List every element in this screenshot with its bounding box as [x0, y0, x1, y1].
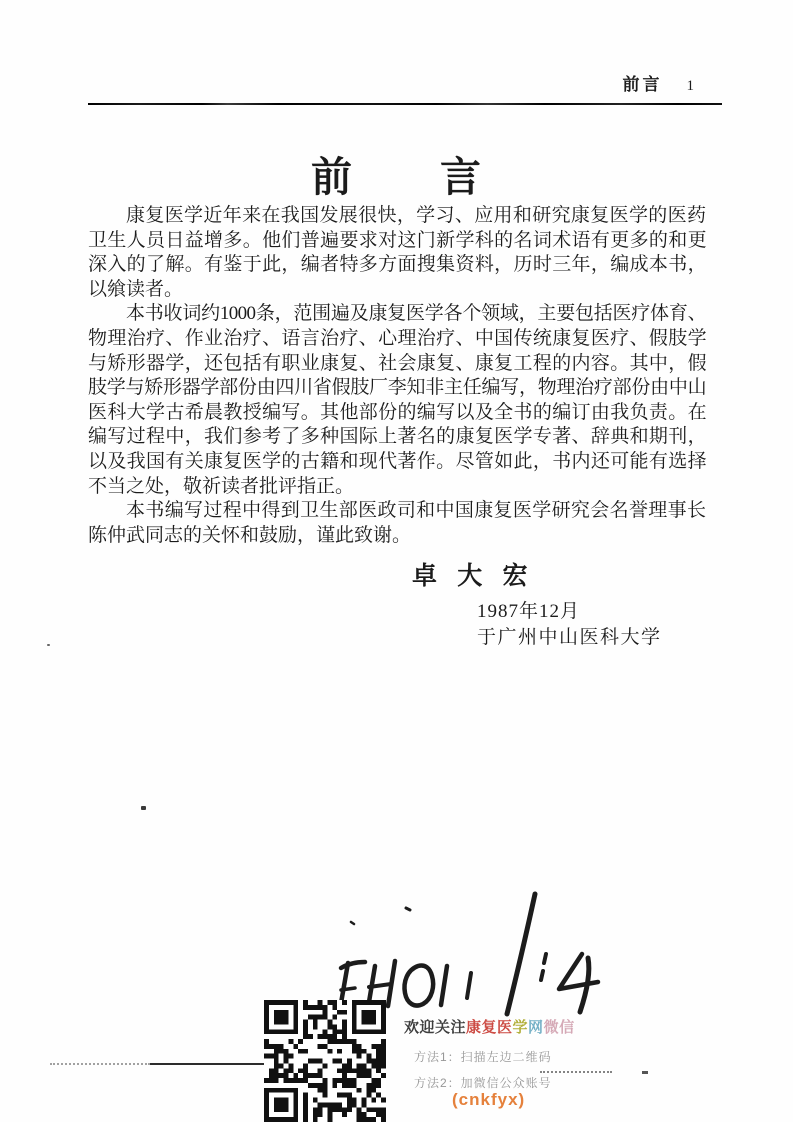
scan-streak: [642, 1071, 648, 1074]
body-line: 以及我国有关康复医学的古籍和现代著作。尽管如此，书内还可能有选择: [88, 450, 706, 472]
qr-heading-segment: 康复医: [466, 1019, 513, 1036]
qr-heading-segment: 欢迎关注: [404, 1019, 467, 1036]
scan-streak: [540, 1071, 612, 1073]
handwriting-dot: [406, 908, 410, 910]
signature-name: 卓 大 宏: [412, 563, 535, 590]
scan-speck: [141, 806, 146, 810]
qr-heading-segment: 网: [528, 1019, 544, 1036]
body-line: 编写过程中，我们参考了多种国际上著名的康复医学专著、辞典和期刊，: [88, 426, 706, 448]
body-line: 以飨读者。: [88, 278, 184, 300]
scan-streak: [50, 1063, 150, 1065]
preface-title: 前 言: [311, 154, 483, 200]
header-rule: [88, 103, 722, 105]
qr-method-1: 方法1：扫描左边二维码: [414, 1050, 552, 1064]
qr-method-2: 方法2：加微信公众账号: [414, 1076, 552, 1090]
running-header: [88, 70, 722, 95]
signature-place: 于广州中山医科大学: [477, 627, 662, 648]
body-line: 物理治疗、作业治疗、语言治疗、心理治疗、中国传统康复医疗、假肢学: [88, 327, 706, 349]
running-title: 前言: [622, 75, 663, 94]
scan-speck: [47, 644, 50, 646]
body-line: 肢学与矫形器学部份由四川省假肢厂李知非主任编写，物理治疗部份由中山: [88, 377, 706, 399]
body-line: 陈仲武同志的关怀和鼓励，谨此致谢。: [88, 524, 412, 546]
handwriting-dot: [351, 922, 354, 924]
scan-streak: [150, 1063, 264, 1065]
preface-body: [88, 204, 706, 548]
body-line: 深入的了解。有鉴于此，编者特多方面搜集资料，历时三年，编成本书，: [88, 254, 706, 276]
qr-code: [264, 1000, 386, 1122]
page-number: 1: [686, 78, 694, 94]
body-line: 不当之处，敬祈读者批评指正。: [88, 475, 355, 497]
qr-heading-segment: 微信: [543, 1019, 575, 1036]
qr-account-id: (cnkfyx): [452, 1090, 526, 1109]
qr-panel-heading: [404, 1016, 575, 1037]
signature-date: 1987年12月: [477, 601, 581, 622]
qr-heading-segment: 学: [512, 1019, 529, 1036]
body-line: 医科大学古希晨教授编写。其他部份的编写以及全书的编订由我负责。在: [88, 401, 706, 423]
body-line: 本书编写过程中得到卫生部医政司和中国康复医学研究会名誉理事长: [126, 500, 706, 522]
body-line: 康复医学近年来在我国发展很快，学习、应用和研究康复医学的医药: [126, 205, 706, 226]
body-line: 与矫形器学，还包括有职业康复、社会康复、康复工程的内容。其中，假: [88, 352, 706, 374]
body-line: 卫生人员日益增多。他们普遍要求对这门新学科的名词术语有更多的和更: [88, 229, 706, 251]
body-line: 本书收词约1000条，范围遍及康复医学各个领域，主要包括医疗体育、: [126, 303, 706, 325]
